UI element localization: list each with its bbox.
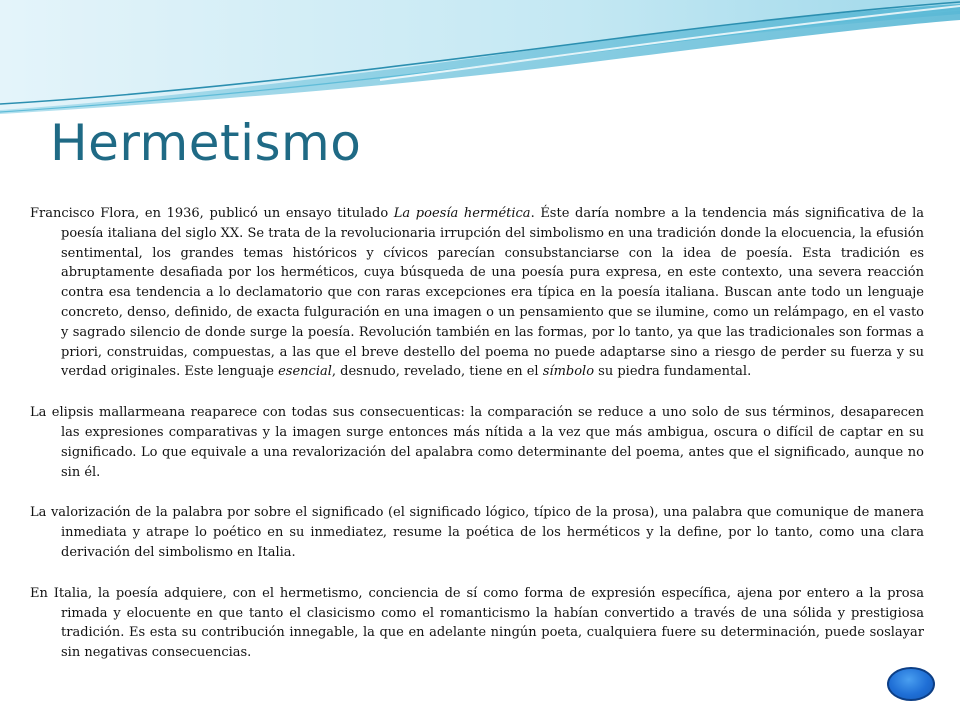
paragraph-1	[30, 204, 924, 382]
paragraph-3: La valorización de la palabra por sobre el significado (el significado lógico, típico de la prosa), una palabra que comunique de manera inmediata y atrape lo poético en su inmediatez, resume la poética de los herméticos y la define, por lo tanto, como una clara derivación del simbolismo en Italia.	[30, 505, 924, 560]
header-wave-decoration	[0, 0, 960, 120]
p1-esencial-italic: esencial	[278, 364, 332, 380]
p1-simbolo-italic: símbolo	[542, 364, 595, 380]
slide-body	[30, 204, 924, 684]
paragraph-4: En Italia, la poesía adquiere, con el hermetismo, conciencia de sí como forma de expresión específica, ajena por entero a la prosa rimada y elocuente en que tanto el clasicismo como el romanticismo la habían convertido a través de una sólida y prestigiosa tradición. Es esta su contribución innegable, la que en adelante ningún poeta, cualquiera fuere su determinación, puede soslayar sin negativas consecuencias.	[30, 585, 924, 661]
p1-text: Francisco Flora, en 1936, publicó un ensayo titulado	[30, 206, 394, 221]
p1-text-3: , desnudo, revelado, tiene en el	[331, 364, 543, 380]
next-slide-button[interactable]	[887, 667, 935, 701]
p1-text-4: su piedra fundamental.	[594, 364, 752, 380]
p1-text-2: . Éste daría nombre a la tendencia más significativa de la poesía italiana del siglo XX. Se trata de la revolucionaria irrupción del simbolismo en una tradición donde la elocuencia, la efusión sentimental, los grandes temas históricos y cívicos parecían consubstanciarse con la idea de poesía. Esta tradición es abruptamente desafiada por los herméticos, cuya búsqueda de una poesía pura expresa, en este contexto, una severa reacción contra esa tendencia a lo declamatorio que con raras excepciones era típica en la poesía italiana. Buscan ante todo un lenguaje concreto, denso, definido, de exacta fulguración en una imagen o un pensamiento que se ilumine, como un relámpago, en el vasto y sagrado silencio de donde surge la poesía. Revolución también en las formas, por lo tanto, ya que las tradicionales son formas a priori, construidas, compuestas, a las que el breve destello del poema no puede adaptarse sino a riesgo de perder su fuerza y su verdad originales. Este lenguaje	[61, 206, 924, 380]
paragraph-2: La elipsis mallarmeana reaparece con todas sus consecuenticas: la comparación se reduce a uno solo de sus términos, desaparecen las expresiones comparativas y la imagen surge entonces más nítida a la vez que más ambigua, oscura o difícil de captar en su significado. Lo que equivale a una revalorización del apalabra como determinante del poema, antes que el significado, aunque no sin él.	[30, 405, 924, 480]
p1-italic: La poesía hermética	[393, 206, 531, 221]
slide-title: Hermetismo	[50, 114, 362, 172]
